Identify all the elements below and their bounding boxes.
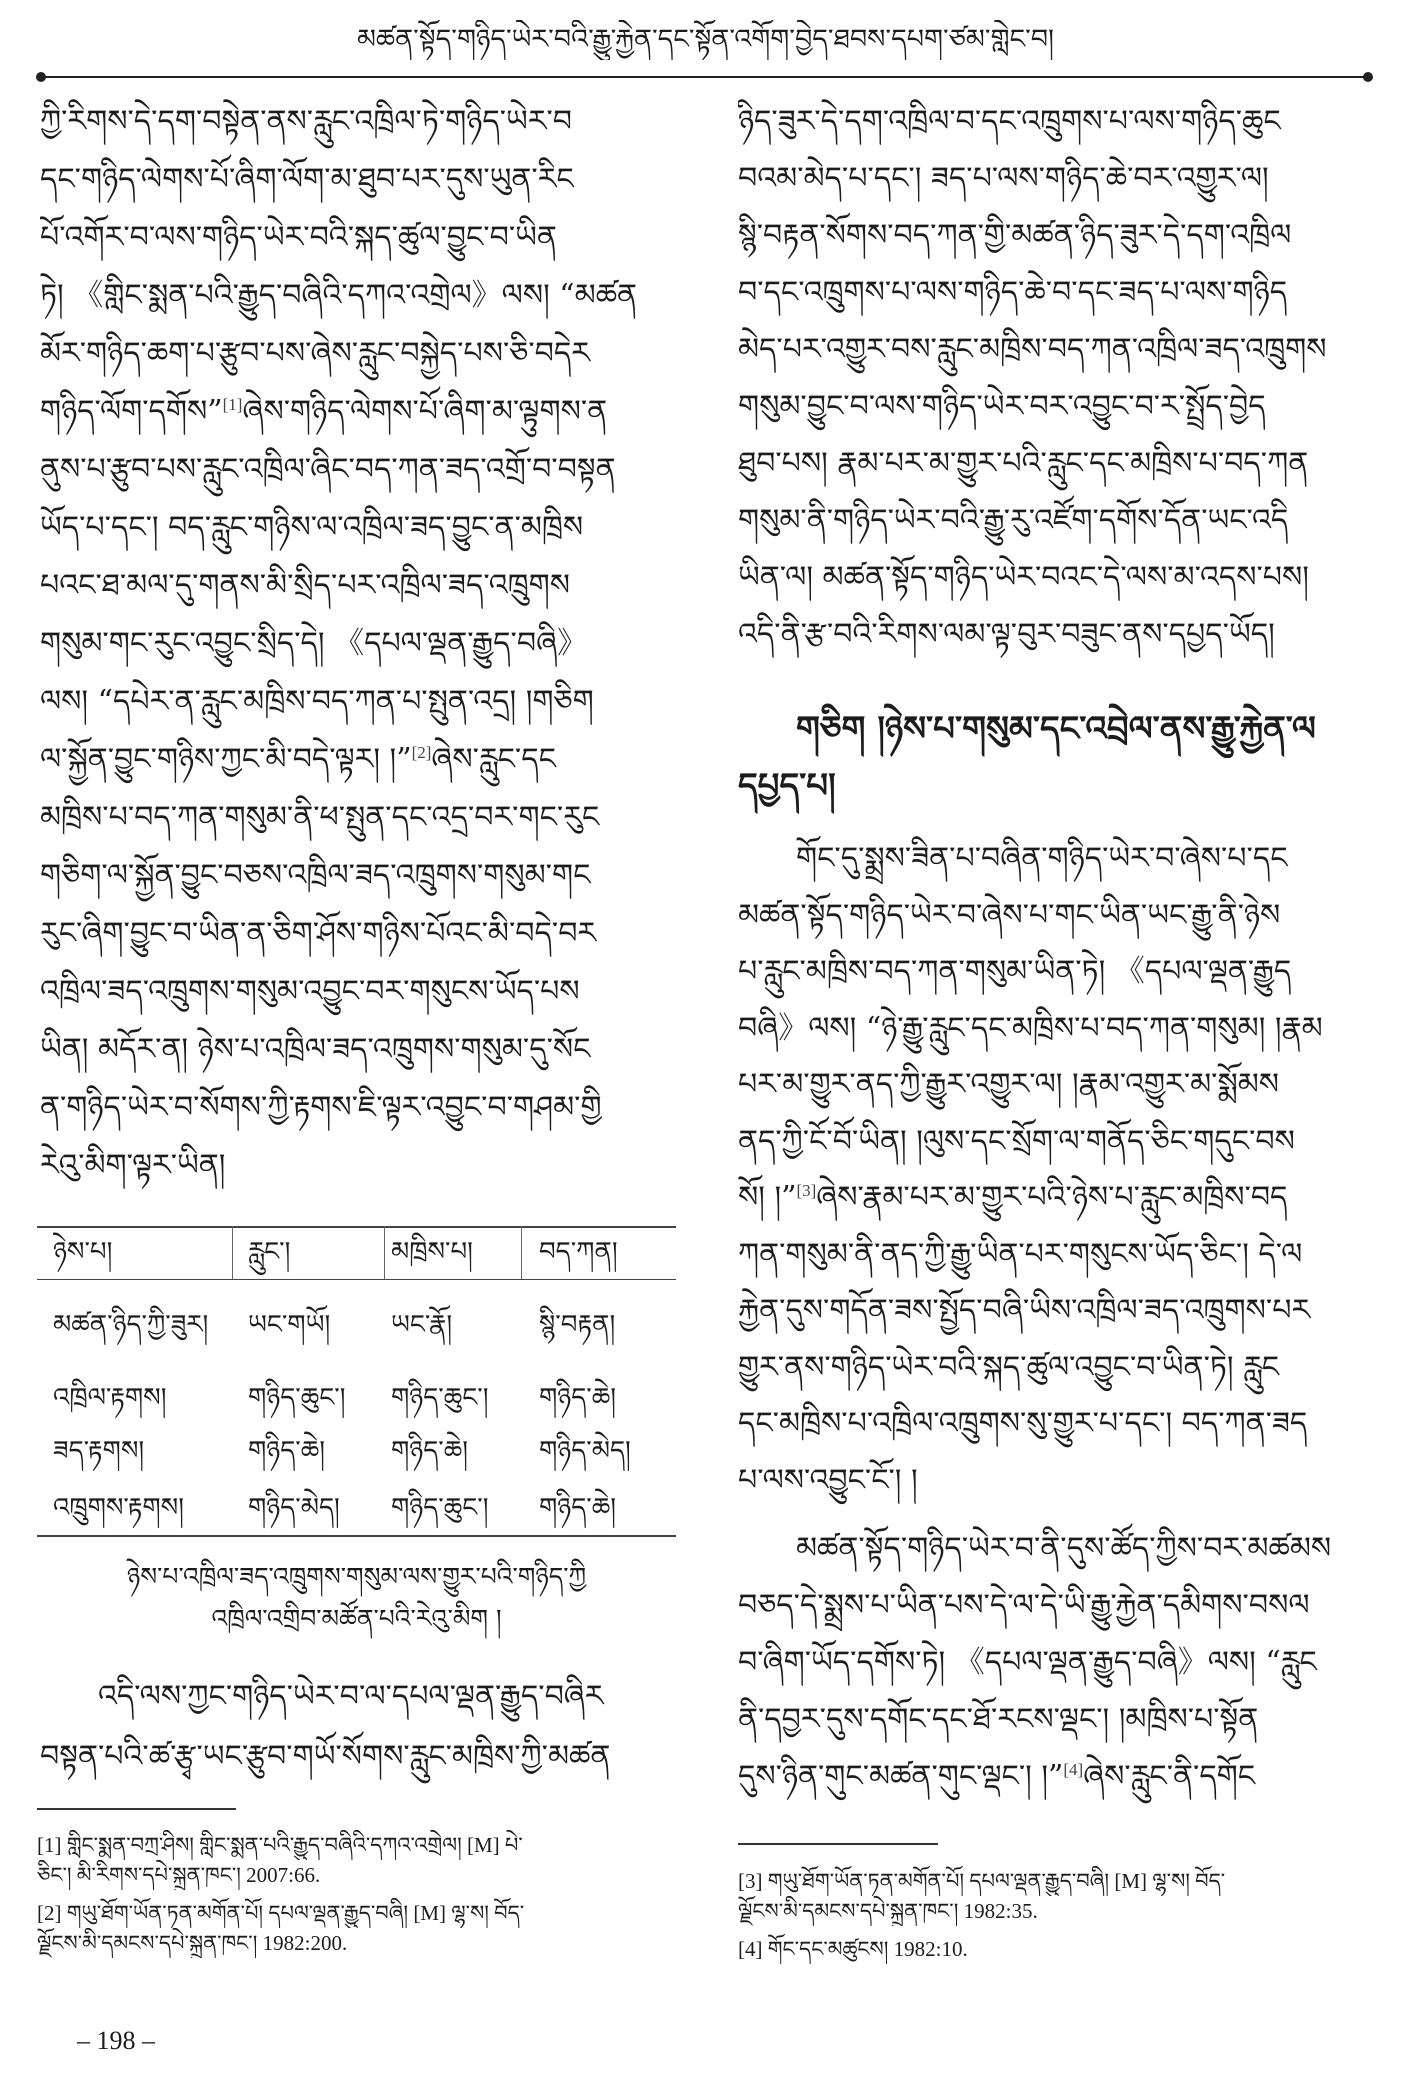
section-heading — [738, 701, 1374, 815]
right-paragraph-2 — [738, 831, 1374, 1509]
running-title: མཚན་སྟོད་གཉིད་ཡེར་བའི་རྒྱུ་རྐྱེན་དང་སྟོན་འགོག་བྱེད་ཐབས་དཔག་ཙམ་གླེང་བ། — [356, 24, 1055, 55]
caption-line: ཉེས་པ་འཁྲིལ་ཟད་འཁྲུགས་གསུམ་ལས་གྱུར་པའི་གཉིད་ཀྱི — [126, 1562, 587, 1591]
table-row — [37, 1371, 676, 1425]
footnote-gap — [738, 1926, 1374, 1934]
text-line: མཁྲིས་པ་བད་ཀན་གསུམ་ནི་ཕ་སྤུན་དང་འདྲ་བར་གང་རུང — [40, 800, 600, 835]
text-segment: ཞེས་རྣམ་པར་མ་གྱུར་པའི་ཉེས་པ་རླུང་མཁྲིས་བད — [816, 1180, 1288, 1215]
table-cell: གཉིད་ཆེ། — [539, 1383, 617, 1413]
table-bottom-border — [37, 1535, 676, 1537]
table-cell: གཉིད་ཆུང་། — [391, 1493, 489, 1523]
table-row — [37, 1424, 676, 1478]
text-line: འདི་ལས་ཀྱང་གཉིད་ཡེར་བ་ལ་དཔལ་ལྡན་རྒྱུད་བཞིར — [98, 1679, 604, 1714]
text-line: གསུམ་ནི་གཉིད་ཡེར་བའི་རྒྱུ་རུ་འཛོག་དགོས་དོན་ཡང་འདི — [738, 503, 1289, 538]
footnote-separator — [738, 1843, 938, 1845]
header-rule — [41, 76, 1368, 78]
table-header-cell: ཉེས་པ། — [53, 1237, 113, 1267]
table-cell: གཉིད་ཆེ། — [391, 1436, 469, 1466]
text-line: ནུས་པ་རྩུབ་པས་རླུང་འཁྲིལ་ཞིང་བད་ཀན་ཟད་འགྲོ་བ་བསྟན — [40, 452, 616, 487]
footnote-line: ལྗོངས་མི་དམངས་དཔེ་སྐྲུན་ཁང་། 1982:35. — [738, 1899, 1038, 1923]
left-paragraph-1 — [40, 93, 676, 1195]
text-segment: གཉིད་ལོག་དགོས” — [40, 394, 223, 429]
text-segment: ཞེས་རླུང་ནི་དགོང — [1083, 1759, 1256, 1794]
table-cell: ཡང་རྣོ། — [391, 1310, 453, 1340]
text-line: དང་གཉིད་ལེགས་པོ་ཞིག་ལོག་མ་ཐུབ་པར་དུས་ཡུན་རིང — [40, 162, 574, 197]
footnote-gap — [37, 1890, 673, 1898]
table-caption — [37, 1556, 676, 1640]
table-row — [37, 1481, 676, 1535]
footnote-ref: [2] — [411, 743, 432, 762]
text-line: གྱུར་ནས་གཉིད་ཡེར་བའི་སྐད་ཚུལ་འབྱུང་བ་ཡིན་ཏེ། རླུང — [738, 1349, 1280, 1385]
table-cell: གཉིད་ཆེ། — [539, 1493, 617, 1523]
text-line: ལས། “དཔེར་ན་རླུང་མཁྲིས་བད་ཀན་པ་སྤུན་འདྲ། །གཅིག — [40, 684, 594, 719]
text-segment: དུས་ཉིན་གུང་མཚན་གུང་ལྡང་། །” — [738, 1759, 1064, 1794]
footnote-line: [4] གོང་དང་མཚུངས། 1982:10. — [738, 1937, 968, 1961]
text-line: ཡིན་ལ། མཚན་སྟོད་གཉིད་ཡེར་བའང་དེ་ལས་མ་འདས་པས། — [738, 560, 1309, 595]
table-cell: འཁྲུགས་རྟགས། — [53, 1493, 184, 1523]
text-line: ཡིན། མདོར་ན། ཉེས་པ་འཁྲིལ་ཟད་འཁྲུགས་གསུམ་དུ་སོང — [40, 1032, 591, 1067]
table-cell: སྙི་བརྟན། — [539, 1310, 616, 1340]
header-rule-dot-right — [1363, 72, 1373, 82]
text-line: ཐུབ་པས། རྣམ་པར་མ་གྱུར་པའི་རླུང་དང་མཁྲིས་པ་བད་ཀན — [738, 446, 1309, 481]
footnote-line: ཅིང་། མི་རིགས་དཔེ་སྐྲུན་ཁང་། 2007:66. — [37, 1863, 321, 1887]
text-line: ཀྱི་རིགས་དེ་དག་བསྟེན་ནས་རླུང་འཁྲིལ་ཏེ་གཉིད་ཡེར་བ — [40, 104, 572, 139]
table-header-border — [37, 1279, 676, 1280]
text-line: པ་ལས་འབྱུང་ངོ་། ། — [738, 1462, 918, 1498]
table-cell: འཁྲིལ་རྟགས། — [53, 1383, 167, 1413]
footnote-line: [2] གཡུ་ཐོག་ཡོན་ཏན་མགོན་པོ། དཔལ་ལྡན་རྒྱུད་བཞི། [M] ལྷ་ས། བོད་ — [37, 1901, 525, 1925]
text-line: ཏེ། 《གླིང་སྨན་པའི་རྒྱུད་བཞིའི་དཀའ་འགྲེལ》ལས། “མཚན — [40, 278, 638, 313]
text-line — [738, 1748, 1374, 1805]
text-line: མཚན་སྟོད་གཉིད་ཡེར་བ་ཞེས་པ་གང་ཡིན་ཡང་རྒྱུ་ནི་ཉེས — [738, 897, 1281, 933]
text-segment: ལ་སྐྱོན་བྱུང་གཉིས་ཀྱང་མི་བདེ་ལྟར། །” — [40, 742, 412, 777]
footnote-line: [1] གླིང་སྨན་བཀྲ་ཤིས། གླིང་སྨན་པའི་རྒྱུད་བཞིའི་དཀའ་འགྲེལ། [M] པེ་ — [37, 1833, 523, 1857]
footnote-ref: [1] — [222, 395, 243, 414]
right-paragraph-3 — [738, 1520, 1374, 1805]
footnote-separator — [37, 1808, 236, 1810]
text-line: གསུམ་བྱུང་བ་ལས་གཉིད་ཡེར་བར་འབྱུང་བ་ར་སྤྲོད་བྱེད — [738, 389, 1266, 424]
text-line: བ་ཞིག་ཡོད་དགོས་ཏེ། 《དཔལ་ལྡན་རྒྱུད་བཞི》ལས། “རླུང — [738, 1645, 1317, 1680]
footnote-ref: [3] — [796, 1181, 817, 1200]
text-line: བའམ་མེད་པ་དང་། ཟད་པ་ལས་གཉིད་ཆེ་བར་འགྱུར་ལ། — [738, 161, 1269, 196]
text-line: ནད་ཀྱི་ངོ་བོ་ཡིན། །ལུས་དང་སྲོག་ལ་གནོད་ཅིང་གདུང་བས — [738, 1123, 1295, 1159]
heading-line: དཔྱད་པ། — [738, 766, 836, 806]
text-line: སྙི་བརྟན་སོགས་བད་ཀན་གྱི་མཚན་ཉིད་ཟུར་དེ་དག་འཁྲིལ — [738, 218, 1292, 253]
footnote-line: ལྗོངས་མི་དམངས་དཔེ་སྐྲུན་ཁང་། 1982:200. — [37, 1931, 348, 1955]
text-segment: སོ། །” — [738, 1180, 797, 1215]
text-line: འདི་ནི་རྩ་བའི་རིགས་ལམ་ལྟ་བུར་བཟུང་ནས་དཔྱད་ཡོད། — [738, 617, 1275, 652]
text-line: བཞི》ལས། “ཉེ་རྒྱུ་རླུང་དང་མཁྲིས་པ་བད་ཀན་གསུམ། །རྣམ — [738, 1010, 1323, 1046]
text-line: ཉིད་ཟུར་དེ་དག་འཁྲིལ་བ་དང་འཁྲུགས་པ་ལས་གཉིད་ཆུང — [738, 104, 1281, 139]
footnote-line: [3] གཡུ་ཐོག་ཡོན་ཏན་མགོན་པོ། དཔལ་ལྡན་རྒྱུད་བཞི། [M] ལྷ་ས། བོད་ — [738, 1869, 1226, 1893]
table-header-cell: བད་ཀན། — [539, 1237, 618, 1267]
text-line: གཅིག་ལ་སྐྱོན་བྱུང་བཅས་འཁྲིལ་ཟད་འཁྲུགས་གསུམ་གང — [40, 858, 591, 893]
left-paragraph-2 — [40, 1667, 676, 1787]
heading-line: གཅིག །ཉེས་པ་གསུམ་དང་འབྲེལ་ནས་རྒྱུ་རྐྱེན་ལ — [796, 709, 1316, 749]
right-paragraph-1 — [738, 93, 1374, 663]
table-cell: ཡང་གཡོ། — [248, 1310, 331, 1340]
text-line: བ་དང་འཁྲུགས་པ་ལས་གཉིད་ཆེ་བ་དང་ཟད་པ་ལས་གཉིད — [738, 275, 1288, 310]
text-line: བཅད་དེ་སྨྲས་པ་ཡིན་པས་དེ་ལ་དེ་ཡི་རྒྱུ་རྐྱེན་དམིགས་བསལ — [738, 1588, 1310, 1623]
text-line: མོར་གཉིད་ཆག་པ་རྩུབ་པས་ཞེས་རླུང་བསྐྱེད་པས་ཅི་བདེར — [40, 336, 590, 371]
text-line — [40, 383, 676, 441]
text-line: དང་མཁྲིས་པ་འཁྲིལ་འཁྲུགས་སུ་གྱུར་པ་དང་། བད་ཀན་ཟད — [738, 1406, 1308, 1441]
text-line — [738, 1170, 1374, 1227]
caption-line: འཁྲིལ་འགྲིབ་མཚོན་པའི་རེའུ་མིག ། — [211, 1604, 502, 1633]
text-line: ཀན་གསུམ་ནི་ནད་ཀྱི་རྒྱུ་ཡིན་པར་གསུངས་ཡོད་ཅིང་། དེ་ལ — [738, 1236, 1303, 1272]
text-line: མེད་པར་འགྱུར་བས་རླུང་མཁྲིས་བད་ཀན་འཁྲིལ་ཟད་འཁྲུགས — [738, 332, 1327, 367]
text-line: པའང་ཐ་མལ་དུ་གནས་མི་སྲིད་པར་འཁྲིལ་ཟད་འཁྲུགས — [40, 568, 571, 603]
text-segment: ཞེས་རླུང་དང — [431, 742, 556, 777]
table-cell: མཚན་ཉིད་ཀྱི་ཟུར། — [53, 1310, 209, 1340]
table-row — [37, 1298, 676, 1352]
text-line: གསུམ་གང་རུང་འབྱུང་སྲིད་དེ། 《དཔལ་ལྡན་རྒྱུད་བཞི》 — [40, 626, 588, 661]
text-line: གོང་དུ་སྨྲས་ཟིན་པ་བཞིན་གཉིད་ཡེར་བ་ཞེས་པ་དང — [796, 841, 1288, 876]
table-cell: ཟད་རྟགས། — [53, 1436, 145, 1466]
table-header-cell: མཁྲིས་པ། — [391, 1237, 473, 1267]
text-line: འཁྲིལ་ཟད་འཁྲུགས་གསུམ་འབྱུང་བར་གསུངས་ཡོད་པས — [40, 974, 580, 1009]
text-segment: ཞེས་གཉིད་ལེགས་པོ་ཞིག་མ་ལྟུགས་ན — [242, 394, 608, 429]
table-cell: གཉིད་ཆུང་། — [391, 1383, 489, 1413]
footnotes-right — [738, 1866, 1374, 1964]
text-line: ནི་དབྱར་དུས་དགོང་དང་ཐོ་རངས་ལྡང་། །མཁྲིས་པ་སྟོན — [738, 1702, 1259, 1737]
footnotes-left — [37, 1830, 673, 1958]
text-line: རུང་ཞིག་བྱུང་བ་ཡིན་ན་ཅིག་ཤོས་གཉིས་པོའང་མི་བདེ་བར — [40, 916, 597, 951]
text-line: ཡོད་པ་དང་། བད་རླུང་གཉིས་ལ་འཁྲིལ་ཟད་བྱུང་ན་མཁྲིས — [40, 510, 584, 545]
text-line: བསྟན་པའི་ཚ་རྩྭ་ཡང་རྩུབ་གཡོ་སོགས་རླུང་མཁྲིས་ཀྱི་མཚན — [40, 1739, 611, 1774]
text-line: རྐྱེན་དུས་གདོན་ཟས་སྤྱོད་བཞི་ཡིས་འཁྲིལ་ཟད་འཁྲུགས་པར — [738, 1293, 1311, 1328]
table-cell: གཉིད་ཆུང་། — [248, 1383, 346, 1413]
table-cell: གཉིད་མེད། — [539, 1436, 631, 1466]
table-cell: གཉིད་ཆེ། — [248, 1436, 326, 1466]
text-line — [40, 731, 676, 789]
text-line: པ་རླུང་མཁྲིས་བད་ཀན་གསུམ་ཡིན་ཏེ། 《དཔལ་ལྡན་རྒྱུད — [738, 954, 1292, 989]
page-number: – 198 – — [77, 2026, 155, 2055]
text-line: པོ་འགོར་བ་ལས་གཉིད་ཡེར་བའི་སྐད་ཚུལ་བྱུང་བ་ཡིན — [40, 220, 557, 255]
footnote-ref: [4] — [1063, 1760, 1084, 1779]
table-header-row — [37, 1226, 676, 1279]
table-header-cell: རླུང་། — [248, 1237, 291, 1267]
text-line: པར་མ་གྱུར་ནད་ཀྱི་རྒྱུར་འགྱུར་ལ། །རྣམ་འགྱུར་མ་སྨོམས — [738, 1067, 1280, 1102]
text-line: མཚན་སྟོད་གཉིད་ཡེར་བ་ནི་དུས་ཚོད་ཀྱིས་བར་མཚམས — [796, 1531, 1332, 1566]
text-line: ན་གཉིད་ཡེར་བ་སོགས་ཀྱི་རྟགས་ཇི་ལྟར་འབྱུང་བ་གཤམ་གྱི — [40, 1090, 602, 1125]
text-line: རེའུ་མིག་ལྟར་ཡིན། — [40, 1148, 226, 1183]
table-cell: གཉིད་མེད། — [248, 1493, 340, 1523]
dosha-sleep-table — [37, 1226, 676, 1537]
